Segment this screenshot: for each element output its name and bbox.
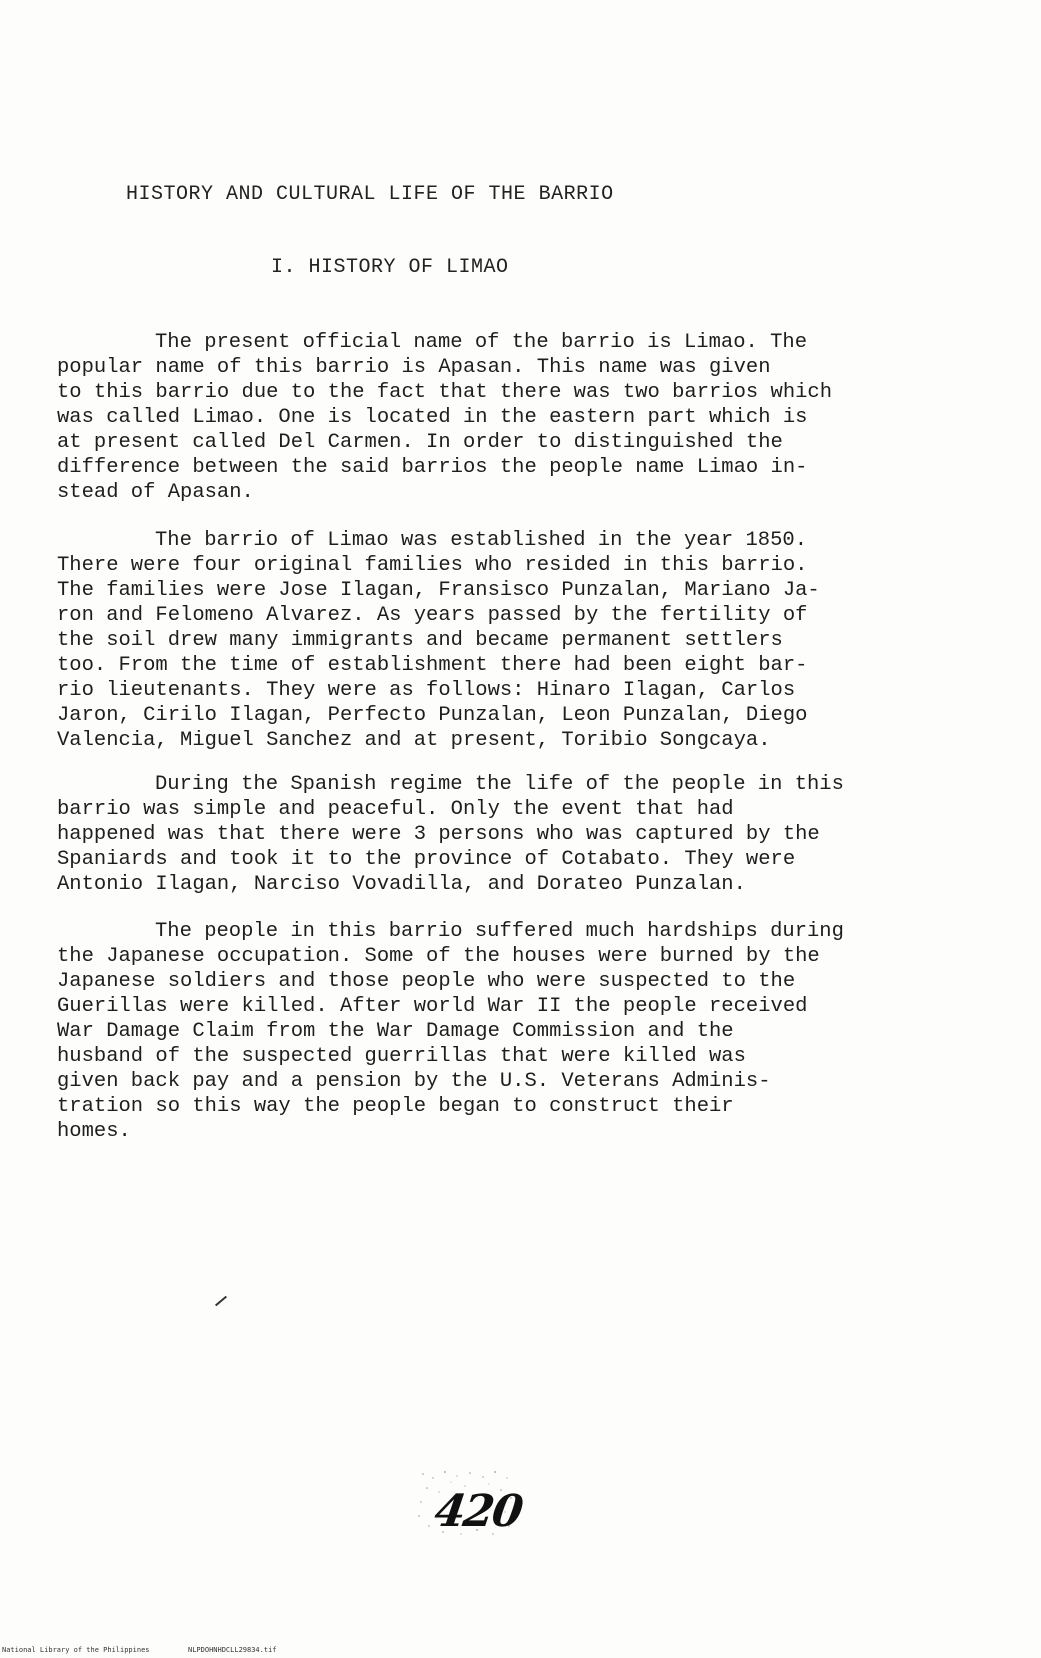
paragraph-establishment	[57, 528, 820, 753]
paragraph-line: too. From the time of establishment there had been eight bar-	[57, 654, 808, 677]
document-title: HISTORY AND CULTURAL LIFE OF THE BARRIO	[126, 183, 614, 206]
paragraph-japanese-occupation	[57, 919, 844, 1144]
paragraph-line: popular name of this barrio is Apasan. This name was given	[57, 356, 771, 379]
paragraph-line: The families were Jose Ilagan, Fransisco Punzalan, Mariano Ja-	[57, 579, 820, 602]
paragraph-line: rio lieutenants. They were as follows: Hinaro Ilagan, Carlos	[57, 679, 796, 702]
footer-file-name: NLPDOHNHDCLL29834.tif	[188, 1646, 277, 1654]
paragraph-line: at present called Del Carmen. In order to distinguished the	[57, 431, 783, 454]
paragraph-line: happened was that there were 3 persons who was captured by the	[57, 823, 820, 846]
paragraph-line: was called Limao. One is located in the eastern part which is	[57, 406, 808, 429]
paragraph-line: barrio was simple and peaceful. Only the event that had	[57, 798, 734, 821]
paragraph-line: Jaron, Cirilo Ilagan, Perfecto Punzalan, Leon Punzalan, Diego	[57, 704, 808, 727]
paragraph-line: The barrio of Limao was established in the year 1850.	[155, 529, 808, 552]
paragraph-line: War Damage Claim from the War Damage Commission and the	[57, 1020, 734, 1043]
paragraph-line: The people in this barrio suffered much hardships during	[155, 920, 844, 943]
paragraph-line: to this barrio due to the fact that there was two barrios which	[57, 381, 833, 404]
paragraph-line: The present official name of the barrio is Limao. The	[155, 331, 808, 354]
paragraph-line: ron and Felomeno Alvarez. As years passed by the fertility of	[57, 604, 808, 627]
paragraph-line: the Japanese occupation. Some of the houses were burned by the	[57, 945, 820, 968]
page-number-stamp	[415, 1468, 525, 1538]
paragraph-line: Antonio Ilagan, Narciso Vovadilla, and Dorateo Punzalan.	[57, 873, 746, 896]
paragraph-line: Guerillas were killed. After world War II the people received	[57, 995, 808, 1018]
paragraph-line: During the Spanish regime the life of the people in this	[155, 773, 844, 796]
paragraph-line: Valencia, Miguel Sanchez and at present, Toribio Songcaya.	[57, 729, 771, 752]
paragraph-line: tration so this way the people began to construct their	[57, 1095, 734, 1118]
paragraph-line: the soil drew many immigrants and became permanent settlers	[57, 629, 783, 652]
paragraph-line: stead of Apasan.	[57, 481, 254, 504]
paragraph-line: homes.	[57, 1120, 131, 1143]
paragraph-line: Spaniards and took it to the province of Cotabato. They were	[57, 848, 796, 871]
paragraph-line: Japanese soldiers and those people who were suspected to the	[57, 970, 796, 993]
page-number: 420	[431, 1486, 525, 1537]
paragraph-line: There were four original families who resided in this barrio.	[57, 554, 808, 577]
paragraph-line: given back pay and a pension by the U.S. Veterans Adminis-	[57, 1070, 771, 1093]
footer-archive-label: National Library of the Philippines	[2, 1646, 150, 1654]
stray-pen-mark	[215, 1296, 227, 1307]
section-heading: I. HISTORY OF LIMAO	[271, 256, 509, 279]
paragraph-line: husband of the suspected guerrillas that were killed was	[57, 1045, 746, 1068]
paragraph-official-name	[57, 330, 832, 505]
paragraph-spanish-regime	[57, 772, 844, 897]
paragraph-line: difference between the said barrios the people name Limao in-	[57, 456, 808, 479]
